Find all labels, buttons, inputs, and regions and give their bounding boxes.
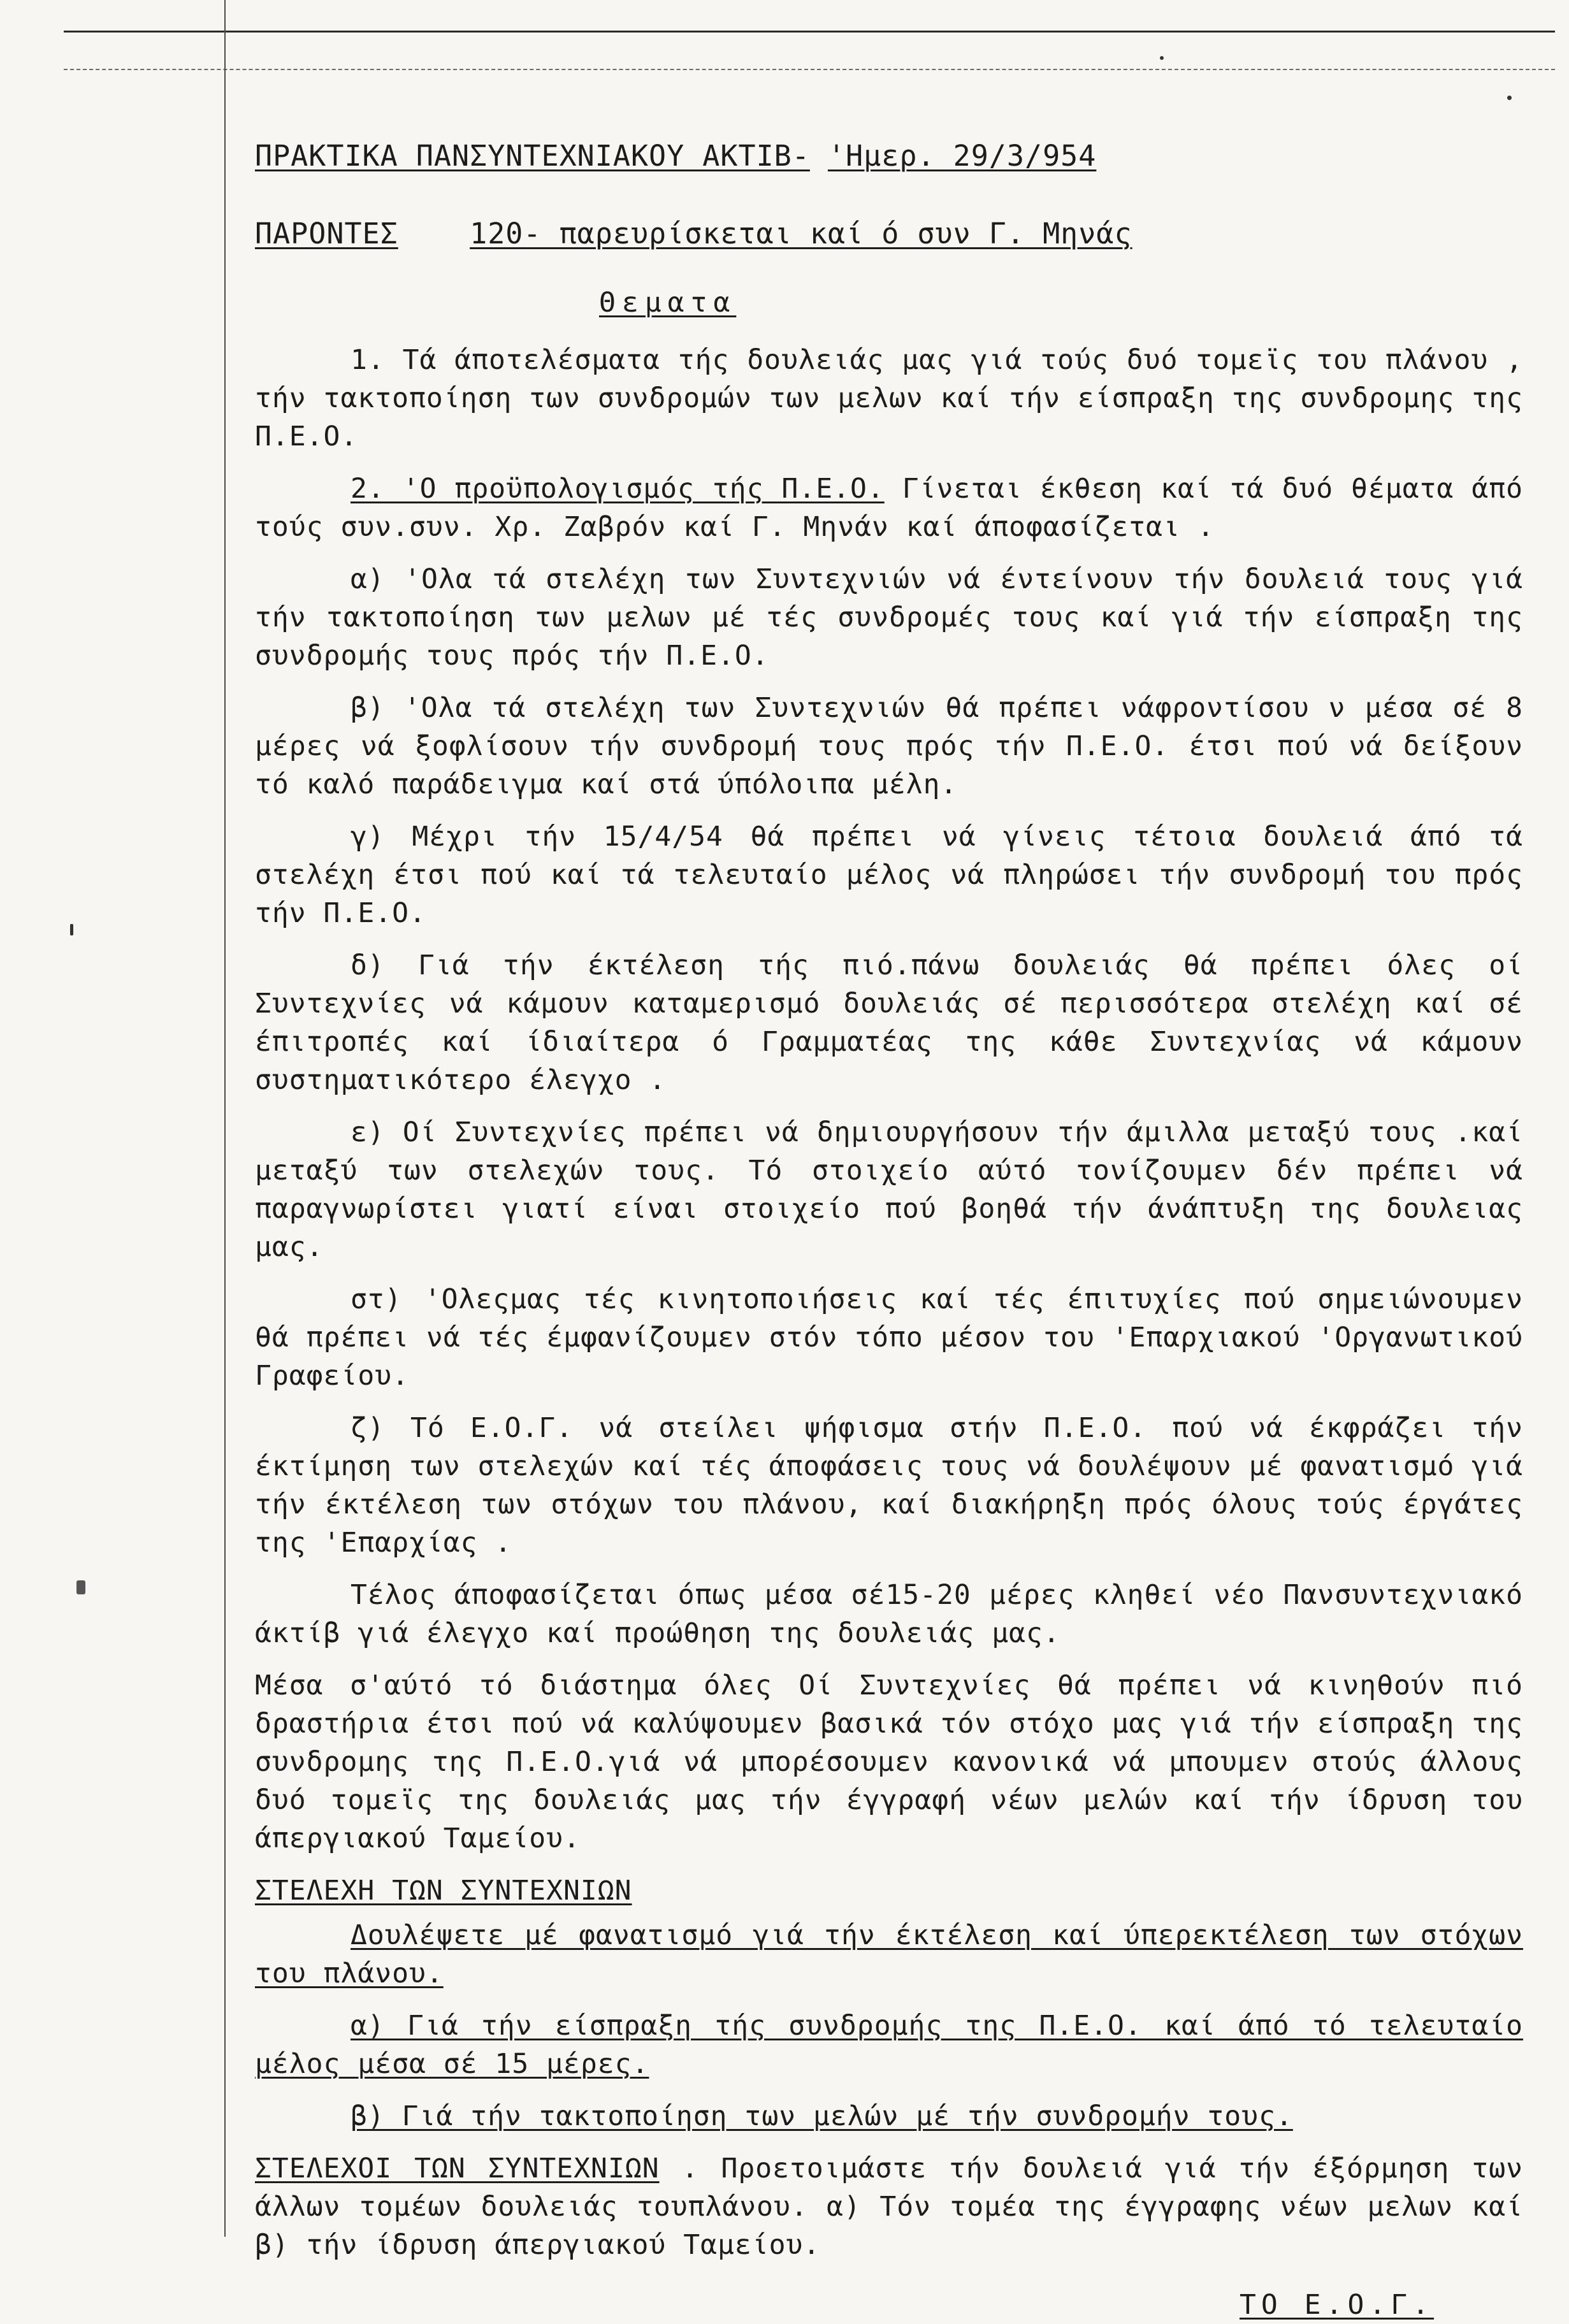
title-heading: ΠΡΑΚΤΙΚΑ ΠΑΝΣΥΝΤΕΧΝΙΑΚΟΥ ΑΚΤΙΒ- <box>255 139 810 173</box>
decision-d: δ) Γιά τήν έκτέλεση τής πιό.πάνω δουλειάς θά πρέπει όλες οί Συντεχνίες νά κάμουν καταμερισμό δουλειάς σέ περισσότερα στελέχη καί σέ έπιτροπές καί ίδιαίτερα ό Γραμματέας της κάθε Συντεχνίας νά κάμουν συστηματικότερο έλεγχο . <box>255 949 1523 1096</box>
closing-paragraph-1: Τέλος άποφασίζεται όπως μέσα σέ15-20 μέρες κληθεί νέο Πανσυντεχνιακό άκτίβ γιά έλεγχο καί προώθηση της δουλειάς μας. <box>255 1579 1523 1649</box>
decision-e: ε) Οί Συντεχνίες πρέπει νά δημιουργήσουν τήν άμιλλα μεταξύ τους .καί μεταξύ των στελεχών τους. Τό στοιχείο αύτό τονίζουμεν δέν πρέπει νά παραγνωρίστει γιατί είναι στοιχείο πού βοηθά τήν άνάπτυξη της δουλειας μας. <box>255 1116 1523 1263</box>
cadres2-heading: ΣΤΕΛΕΧΟΙ ΤΩΝ ΣΥΝΤΕΧΝΙΩΝ <box>255 2153 660 2184</box>
document-title <box>255 137 1523 175</box>
theme-item-2 <box>255 470 1523 546</box>
theme-item-2-lead: 2. 'Ο προϋπολογισμός τής Π.Ε.Ο. <box>351 473 885 505</box>
ink-speck <box>1507 96 1512 100</box>
decision-b: β) 'Ολα τά στελέχη των Συντεχνιών θά πρέπει νάφροντίσου ν μέσα σέ 8 μέρες νά ξοφλίσουν τήν συνδρομή τους πρός τήν Π.Ε.Ο. έτσι πού νά δείξουν τό καλό παράδειγμα καί στά ύπόλοιπα μέλη. <box>255 692 1523 800</box>
theme-item-2-rest: Γίνεται έκθεση καί τά δυό θέματα άπό τούς συν.συν. Χρ. Ζαβρόν καί Γ. Μηνάν καί άποφασίζεται . <box>255 473 1523 543</box>
top-dashed-rule <box>64 69 1555 70</box>
ink-speck <box>76 1580 85 1594</box>
signature: ΤΟ Ε.Ο.Γ. <box>1240 2289 1434 2321</box>
cadres-paragraph-2: α) Γιά τήν είσπραξη τής συνδρομής της Π.Ε.Ο. καί άπό τό τελευταίο μέλος μέσα σέ 15 μέρες. <box>255 2010 1523 2080</box>
decision-c: γ) Μέχρι τήν 15/4/54 θά πρέπει νά γίνεις τέτοια δουλειά άπό τά στελέχη έτσι πού καί τά τελευταίο μέλος νά πληρώσει τήν συνδρομή του πρός τήν Π.Ε.Ο. <box>255 821 1523 929</box>
decision-st: στ) 'Ολεςμας τές κινητοποιήσεις καί τές έπιτυχίες πού σημειώνουμεν θά πρέπει νά τές έμφανίζουμεν στόν τόπο μέσον του 'Επαρχιακού 'Οργανωτικού Γραφείου. <box>255 1283 1523 1392</box>
theme-item-1: 1. Τά άποτελέσματα τής δουλειάς μας γιά τούς δυό τομεϊς του πλάνου , τήν τακτοποίηση των συνδρομών των μελων καί τήν είσπραξη της συνδρομης της Π.Ε.Ο. <box>255 344 1523 452</box>
present-text: 120- παρευρίσκεται καί ό συν Γ. Μηνάς <box>470 217 1132 250</box>
cadres2-text: . Προετοιμάστε τήν δουλειά γιά τήν έξόρμηση των άλλων τομέων δουλειάς τουπλάνου. α) Τόν τομέα της έγγραφης νέων μελων καί β) τήν ίδρυση άπεργιακού Ταμείου. <box>255 2153 1523 2261</box>
left-margin-line <box>224 0 226 2237</box>
cadres-paragraph-3: β) Γιά τήν τακτοποίηση των μελών μέ τήν συνδρομήν τους. <box>351 2100 1293 2132</box>
ink-speck <box>1160 56 1164 60</box>
themes-heading: Θεματα <box>599 287 737 319</box>
closing-paragraph-2: Μέσα σ'αύτό τό διάστημα όλες Οί Συντεχνίες θά πρέπει νά κινηθούν πιό δραστήρια έτσι πού νά καλύψουμεν βασικά τόν στόχο μας γιά τήν είσπραξη της συνδρομης της Π.Ε.Ο.γιά νά μπορέσουμεν κανονικά νά μπουμεν στούς άλλους δυό τομεϊς της δουλειάς μας τήν έγγραφή νέων μελών καί τήν ίδρυση του άπεργιακού Ταμείου. <box>255 1670 1523 1854</box>
decision-z: ζ) Τό Ε.Ο.Γ. νά στείλει ψήφισμα στήν Π.Ε.Ο. πού νά έκφράζει τήν έκτίμηση των στελεχών καί τές άποφάσεις τους νά δουλέψουν μέ φανατισμό γιά τήν έκτέλεση των στόχων του πλάνου, καί διακήρηξη πρός όλους τούς έργάτες της 'Επαρχίας . <box>255 1412 1523 1559</box>
present-line <box>255 215 1523 253</box>
title-date: 'Ημερ. 29/3/954 <box>827 139 1097 173</box>
ink-speck <box>70 924 73 935</box>
present-label: ΠΑΡΟΝΤΕΣ <box>255 217 398 250</box>
cadres-paragraph-1: Δουλέψετε μέ φανατισμό γιά τήν έκτέλεση καί ύπερεκτέλεση των στόχων του πλάνου. <box>255 1919 1523 1989</box>
document-body <box>255 137 1523 2324</box>
cadres2-paragraph <box>255 2149 1523 2264</box>
top-rule <box>64 31 1555 32</box>
cadres-heading: ΣΤΕΛΕΧΗ ΤΩΝ ΣΥΝΤΕΧΝΙΩΝ <box>255 1875 632 1907</box>
decision-a: α) 'Ολα τά στελέχη των Συντεχνιών νά έντείνουν τήν δουλειά τους γιά τήν τακτοποίηση των μελων μέ τές συνδρομές τους καί γιά τήν είσπραξη της συνδρομής τους πρός τήν Π.Ε.Ο. <box>255 563 1523 672</box>
